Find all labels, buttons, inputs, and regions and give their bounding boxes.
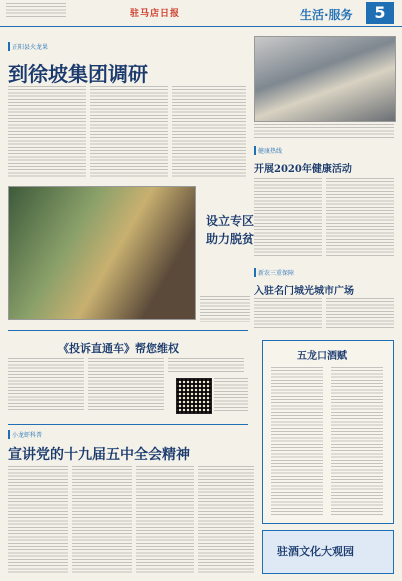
caption-line1: 设立专区 xyxy=(206,214,255,228)
story5-headline: 宣讲党的十九届五中全会精神 xyxy=(8,447,190,463)
story3-headline: 入驻名门城光城市广场 xyxy=(254,286,354,297)
page-number: 5 xyxy=(366,2,394,24)
caption-body xyxy=(200,296,250,322)
caption-line2: 助力脱贫 xyxy=(206,232,255,246)
qr-code xyxy=(176,378,212,414)
section-divider xyxy=(8,330,248,331)
story2-kicker: 健康热线 xyxy=(254,146,282,155)
story1-body-col2 xyxy=(90,86,168,178)
poem-box xyxy=(262,340,394,524)
story3-body-col1 xyxy=(254,298,322,330)
story2-body-col1 xyxy=(254,178,322,258)
story1-headline: 到徐坡集团调研 xyxy=(8,62,148,86)
masthead-dateline xyxy=(6,3,66,17)
story5-body-col4 xyxy=(198,466,254,574)
story5-body-col3 xyxy=(136,466,194,574)
story3-kicker: 新农三重保障 xyxy=(254,268,294,277)
story4-body-col2 xyxy=(88,358,164,412)
story4-headline: 《投诉直通车》帮您维权 xyxy=(58,342,179,355)
story4-body-col1 xyxy=(8,358,84,412)
story1-kicker: 正阳县火龙果 xyxy=(8,42,48,51)
ad-text: 驻酒文化大观园 xyxy=(277,545,354,558)
story5-kicker: 小龙虾科普 xyxy=(8,430,42,439)
story1-body-col3 xyxy=(172,86,246,178)
poem-col1 xyxy=(271,367,323,517)
story5-body-col2 xyxy=(72,466,132,574)
story3-body-col2 xyxy=(326,298,394,330)
market-photo-caption xyxy=(254,124,394,138)
paper-name: 驻马店日报 xyxy=(130,9,181,19)
market-photo xyxy=(254,36,396,122)
story4-body-col3 xyxy=(168,358,244,372)
section-title: 生活·服务 xyxy=(300,8,353,22)
supermarket-photo xyxy=(8,186,196,320)
poem-title: 五龙口酒赋 xyxy=(297,351,347,362)
qr-caption xyxy=(214,378,248,412)
story2-headline: 开展2020年健康活动 xyxy=(254,164,352,175)
masthead xyxy=(0,0,402,27)
poem-col2 xyxy=(331,367,383,517)
bottom-ad xyxy=(262,530,394,574)
story5-body-col1 xyxy=(8,466,68,574)
story2-body-col2 xyxy=(326,178,394,258)
story1-body-col1 xyxy=(8,86,86,178)
section-divider-2 xyxy=(8,424,248,425)
